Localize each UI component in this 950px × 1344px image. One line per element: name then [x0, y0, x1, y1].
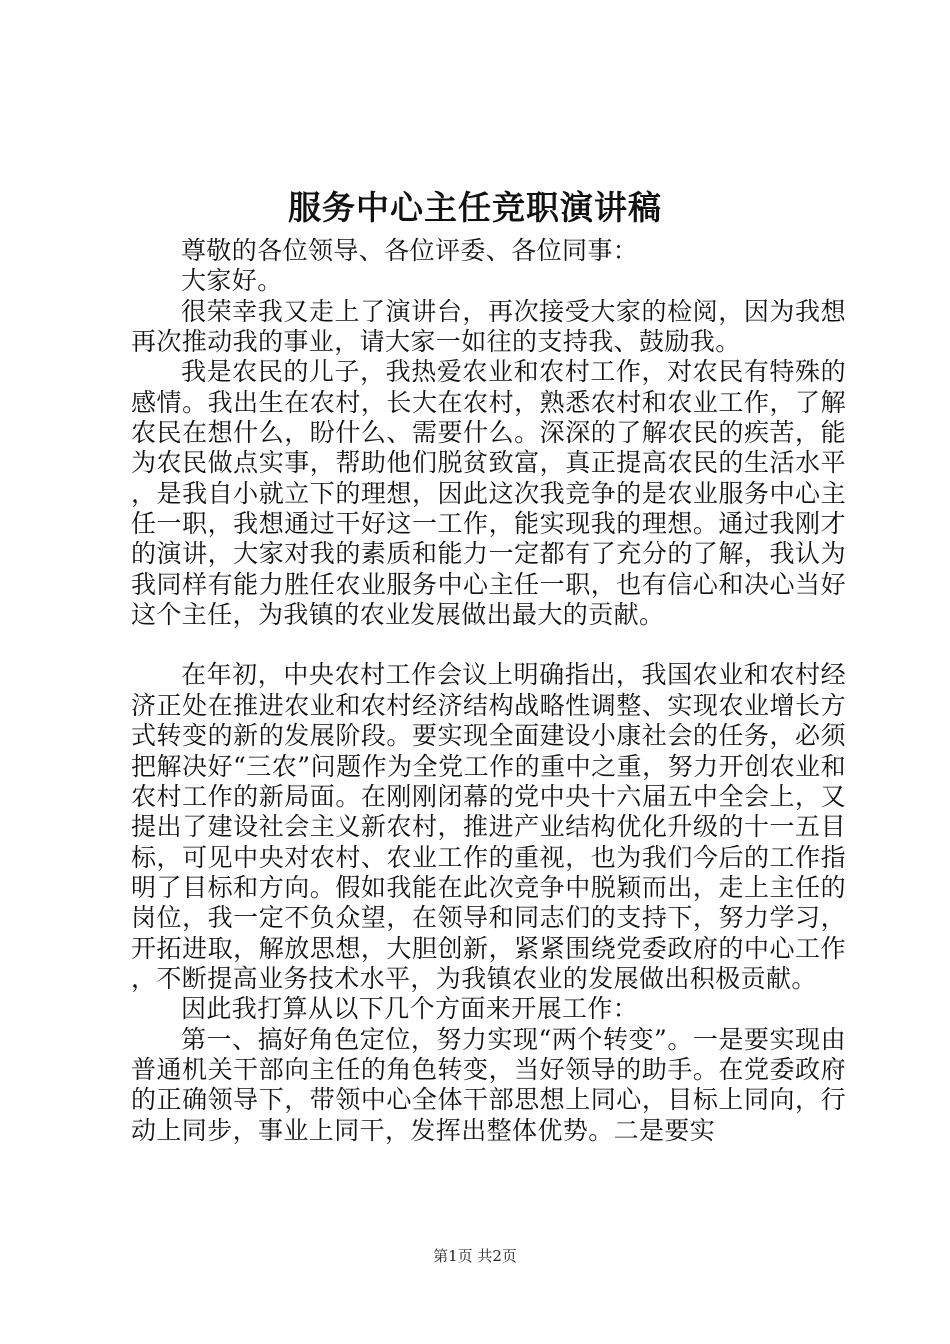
page-footer: 第1页 共2页: [433, 1247, 517, 1265]
first-point-paragraph: 第一、搞好角色定位，努力实现“两个转变”。一是要实现由普通机关干部向主任的角色转变，当好领导的助手。在党委政府的正确领导下，带领中心全体干部思想上同心，目标上同向，行动上同步，事业上同干，发挥出整体优势。二是要实: [131, 1024, 846, 1145]
document-body: [131, 236, 846, 1146]
document-title: 服务中心主任竞职演讲稿: [288, 188, 662, 227]
opening-paragraph: 很荣幸我又走上了演讲台，再次接受大家的检阅，因为我想再次推动我的事业，请大家一如往的支持我、鼓励我。: [131, 296, 846, 357]
plan-intro-paragraph: 因此我打算从以下几个方面来开展工作：: [181, 994, 639, 1024]
greeting-paragraph: 大家好。: [181, 266, 283, 296]
salutation-paragraph: 尊敬的各位领导、各位评委、各位同事：: [181, 236, 639, 265]
policy-paragraph: 在年初，中央农村工作会议上明确指出，我国农业和农村经济正处在推进农业和农村经济结构战略性调整、实现农业增长方式转变的新的发展阶段。要实现全面建设小康社会的任务，必须把解决好“三农”问题作为全党工作的重中之重，努力开创农业和农村工作的新局面。在刚刚闭幕的党中央十六届五中全会上，又提出了建设社会主义新农村，推进产业结构优化升级的十一五目标，可见中央对农村、农业工作的重视，也为我们今后的工作指明了目标和方向。假如我能在此次竞争中脱颖而出，走上主任的岗位，我一定不负众望，在领导和同志们的支持下，努力学习，开拓进取，解放思想，大胆创新，紧紧围绕党委政府的中心工作，不断提高业务技术水平，为我镇农业的发展做出积极贡献。: [131, 660, 846, 993]
background-paragraph: 我是农民的儿子，我热爱农业和农村工作，对农民有特殊的感情。我出生在农村，长大在农村，熟悉农村和农业工作，了解农民在想什么，盼什么、需要什么。深深的了解农民的疾苦，能为农民做点实事，帮助他们脱贫致富，真正提高农民的生活水平，是我自小就立下的理想，因此这次我竞争的是农业服务中心主任一职，我想通过干好这一工作，能实现我的理想。通过我刚才的演讲，大家对我的素质和能力一定都有了充分的了解，我认为我同样有能力胜任农业服务中心主任一职，也有信心和决心当好这个主任，为我镇的农业发展做出最大的贡献。: [131, 357, 846, 630]
